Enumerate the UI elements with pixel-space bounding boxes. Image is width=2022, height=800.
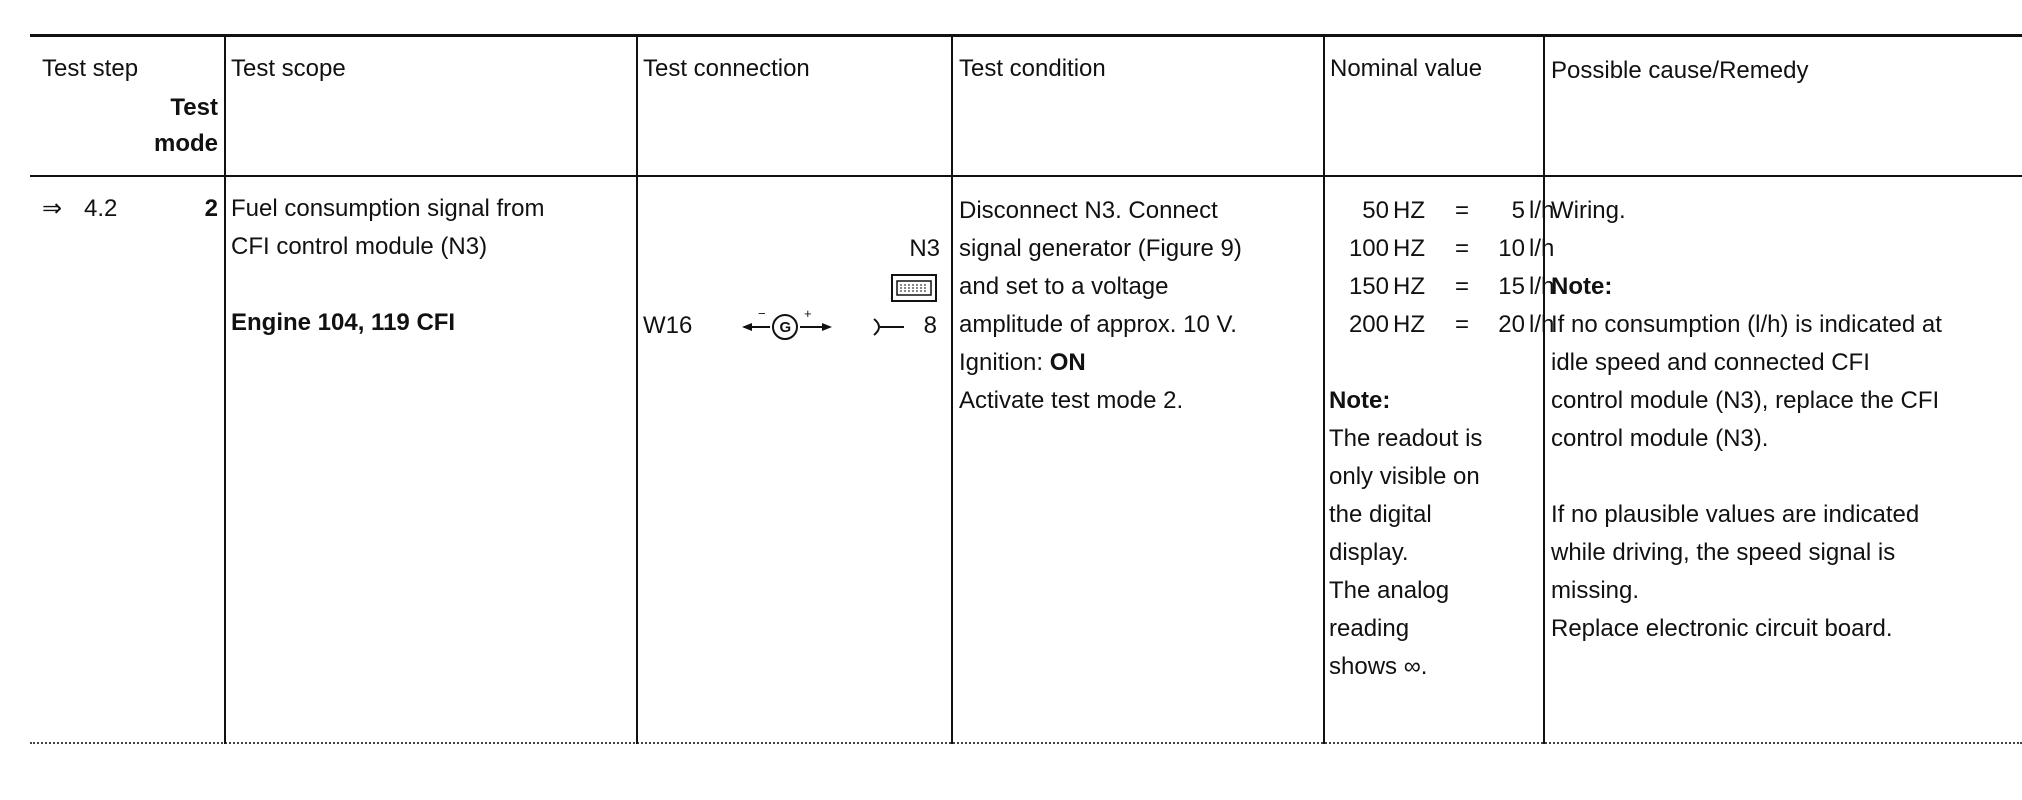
- step-number: 4.2: [84, 195, 118, 222]
- header-test-step: Test step: [42, 55, 139, 82]
- nominal-value-cell: [1329, 192, 1555, 686]
- condition-line: Activate test mode 2.: [959, 387, 1184, 414]
- remedy-line: idle speed and connected CFI: [1551, 349, 1870, 376]
- nominal-note-line: The analog: [1329, 577, 1450, 604]
- scope-line: Fuel consumption signal from: [231, 195, 545, 222]
- generator-plus: +: [804, 306, 812, 321]
- header-possible-cause: Possible cause/Remedy: [1551, 57, 1809, 84]
- remedy-line: Wiring.: [1551, 197, 1626, 224]
- remedy-line: while driving, the speed signal is: [1551, 539, 1896, 566]
- nominal-row: 50 HZ = 5 l/h: [1362, 197, 1555, 224]
- remedy-cell: [1551, 192, 2021, 648]
- ignition-value: ON: [1049, 349, 1086, 376]
- signal-generator-icon: [740, 305, 840, 345]
- nominal-row: 200 HZ = 20 l/h: [1348, 311, 1555, 338]
- header-test-condition: Test condition: [959, 55, 1106, 82]
- nominal-note-line: display.: [1329, 539, 1409, 566]
- nominal-note-line: the digital: [1329, 501, 1432, 528]
- generator-symbol: G: [779, 319, 792, 336]
- nominal-note-line: shows ∞.: [1329, 653, 1428, 680]
- column-divider: [224, 34, 226, 744]
- connection-component: N3: [909, 235, 940, 262]
- header-test-mode-2: mode: [153, 130, 218, 157]
- remedy-line: control module (N3), replace the CFI: [1551, 387, 1940, 414]
- connection-pin: 8: [923, 312, 937, 339]
- header-nominal-value: Nominal value: [1330, 55, 1483, 82]
- nominal-row: 150 HZ = 15 l/h: [1348, 273, 1555, 300]
- control-module-icon: [891, 274, 937, 302]
- table-bottom-rule: [30, 742, 2022, 744]
- nominal-note-line: only visible on: [1329, 463, 1480, 490]
- generator-minus: −: [758, 306, 766, 321]
- condition-line: Disconnect N3. Connect: [959, 197, 1218, 224]
- step-arrow: ⇒: [42, 195, 63, 222]
- pin-connector-icon: [872, 315, 908, 339]
- header-bottom-rule: [30, 175, 2022, 177]
- scope-engine: Engine 104, 119 CFI: [231, 309, 456, 336]
- column-divider: [636, 34, 638, 744]
- scope-line: CFI control module (N3): [231, 233, 488, 260]
- table-top-rule: [30, 34, 2022, 37]
- remedy-line: Replace electronic circuit board.: [1551, 615, 1893, 642]
- column-divider: [1323, 34, 1325, 744]
- condition-line: signal generator (Figure 9): [959, 235, 1242, 262]
- test-condition-cell: [959, 192, 1319, 420]
- test-mode-value: 2: [204, 195, 218, 222]
- header-test-scope: Test scope: [231, 55, 346, 82]
- column-divider: [951, 34, 953, 744]
- remedy-line: If no plausible values are indicated: [1551, 501, 1920, 528]
- nominal-note-line: reading: [1329, 615, 1410, 642]
- test-scope-cell: [231, 190, 626, 342]
- condition-line: and set to a voltage: [959, 273, 1169, 300]
- header-test-connection: Test connection: [643, 55, 810, 82]
- remedy-note-label: Note:: [1551, 273, 1613, 300]
- condition-ignition: Ignition: ON: [959, 349, 1086, 376]
- remedy-line: missing.: [1551, 577, 1640, 604]
- condition-line: amplitude of approx. 10 V.: [959, 311, 1237, 338]
- connection-adapter: W16: [643, 312, 693, 339]
- header-test-mode-1: Test: [170, 94, 218, 121]
- nominal-note-label: Note:: [1329, 387, 1391, 414]
- remedy-line: If no consumption (l/h) is indicated at: [1551, 311, 1942, 338]
- nominal-note-line: The readout is: [1329, 425, 1483, 452]
- nominal-row: 100 HZ = 10 l/h: [1348, 235, 1555, 262]
- remedy-line: control module (N3).: [1551, 425, 1769, 452]
